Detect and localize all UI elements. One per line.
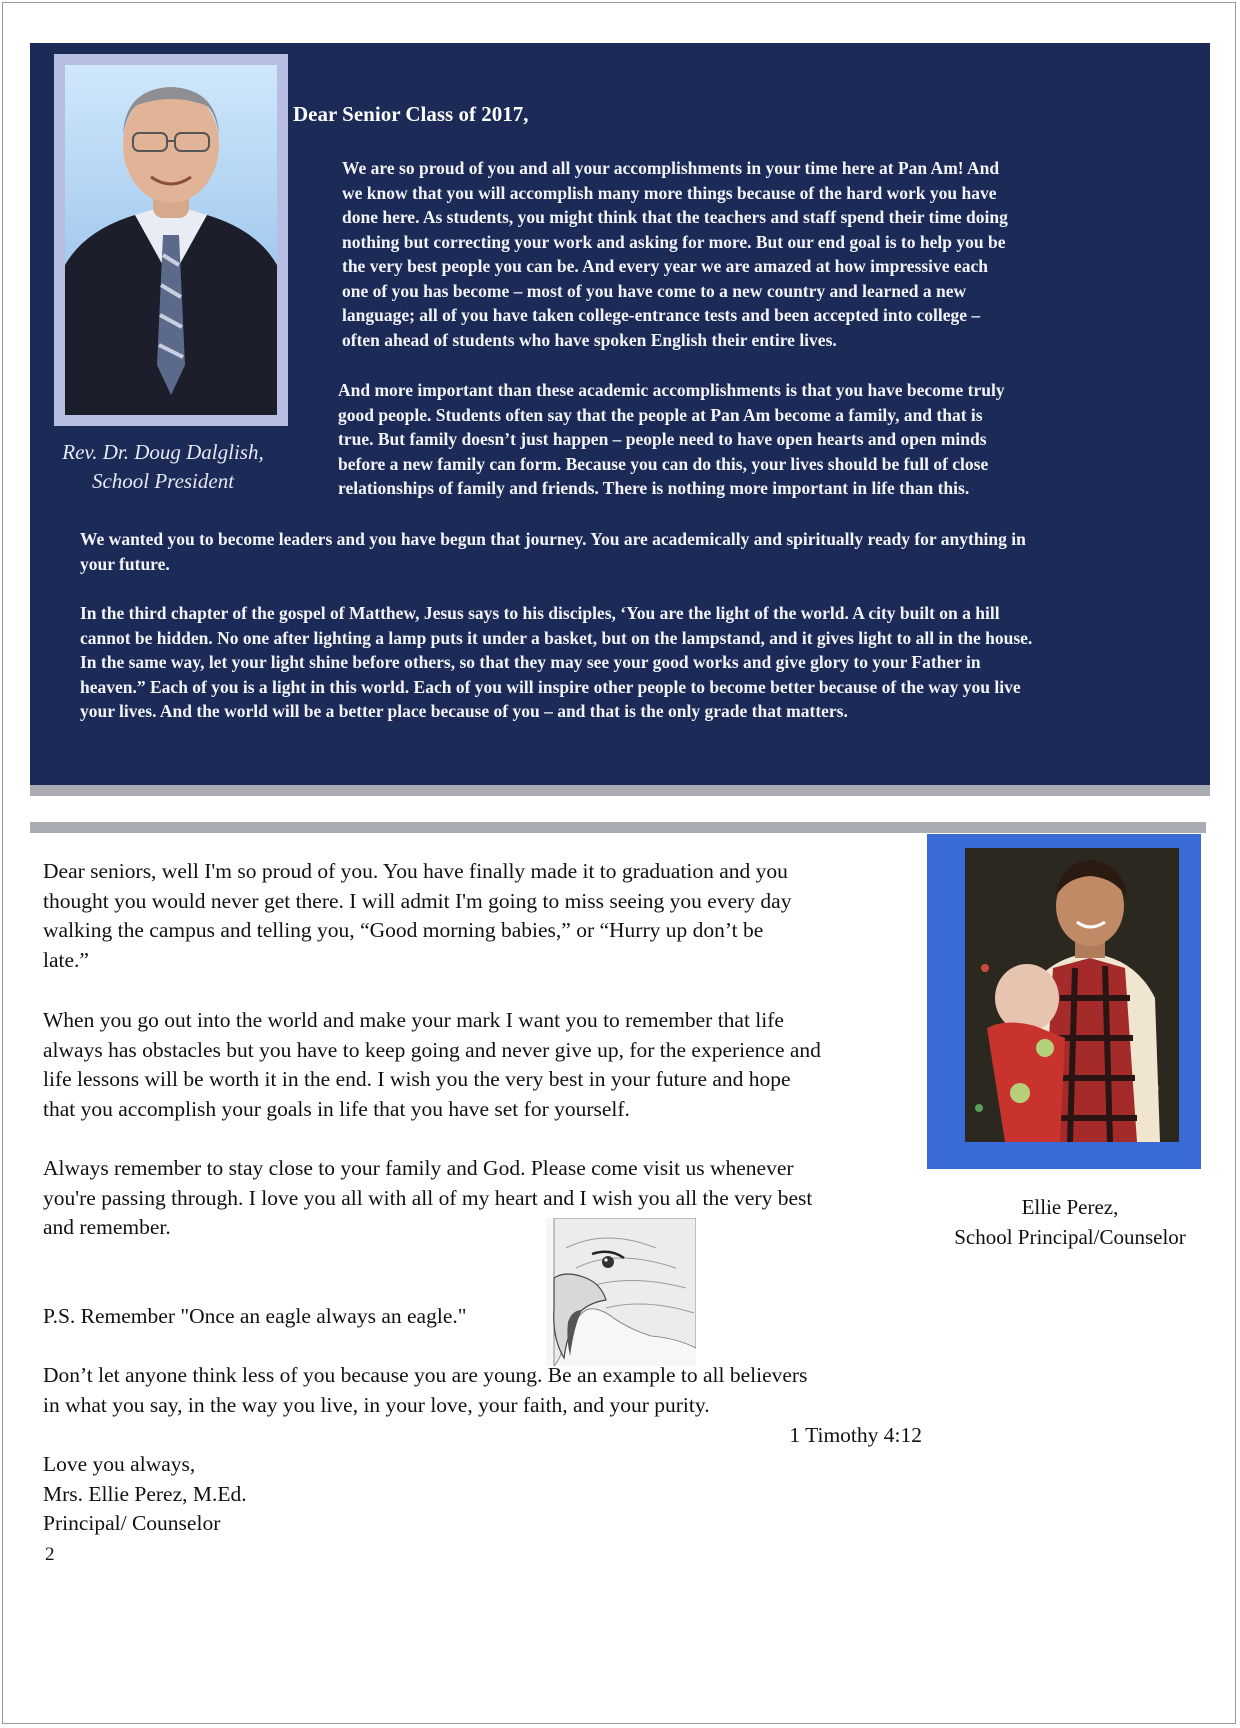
text-line: Always remember to stay close to your family and God. Please come visit us whenever	[43, 1156, 794, 1180]
text-line: In the third chapter of the gospel of Matthew, Jesus says to his disciples, ‘You are the light of the world. A city built on a hill	[80, 603, 1000, 623]
president-photo-frame	[54, 54, 288, 426]
text-line: your lives. And the world will be a better place because of you – and that is the only grade that matters.	[80, 701, 848, 721]
page-number: 2	[45, 1544, 55, 1565]
text-line: And more important than these academic accomplishments is that you have become truly	[338, 380, 1005, 400]
president-photo	[65, 65, 277, 415]
eagle-sketch-image	[546, 1218, 696, 1366]
panel-bottom-rule	[30, 785, 1210, 796]
president-paragraph-2	[338, 378, 1005, 501]
text-line: that you accomplish your goals in life that you have set for yourself.	[43, 1096, 630, 1121]
text-line: life lessons will be worth it in the end. I wish you the very best in your future and hope	[43, 1067, 791, 1091]
text-line: the very best people you can be. And every year we are amazed at how impressive each	[342, 256, 988, 276]
president-portrait-illustration	[65, 65, 277, 415]
text-line: often ahead of students who have spoken English their entire lives.	[342, 329, 837, 350]
president-paragraph-4	[80, 601, 1032, 724]
text-line: Don’t let anyone think less of you because you are young. Be an example to all believers	[43, 1363, 808, 1387]
principal-photo	[965, 848, 1179, 1142]
president-caption-name: Rev. Dr. Doug Dalglish,	[62, 440, 264, 464]
text-line: walking the campus and telling you, “Good morning babies,” or “Hurry up don’t be	[43, 918, 764, 942]
president-caption-title: School President	[91, 469, 235, 493]
principal-caption	[920, 1192, 1220, 1252]
text-line: and remember.	[43, 1215, 171, 1239]
text-line: you're passing through. I love you all with all of my heart and I wish you all the very best	[43, 1185, 813, 1210]
president-paragraph-3	[80, 527, 1026, 576]
text-line: language; all of you have taken college-entrance tests and been accepted into college –	[342, 305, 981, 325]
text-line: always has obstacles but you have to keep going and never give up, for the experience and	[43, 1037, 821, 1062]
principal-paragraph-1	[43, 857, 791, 975]
president-greeting: Dear Senior Class of 2017,	[293, 102, 529, 126]
principal-portrait-illustration	[965, 848, 1179, 1142]
president-paragraph-1	[342, 156, 1008, 352]
text-line: We wanted you to become leaders and you have begun that journey. You are academically and spiritually ready for anything in	[80, 529, 1026, 549]
principal-postscript: P.S. Remember "Once an eagle always an eagle."	[43, 1304, 467, 1328]
text-line: cannot be hidden. No one after lighting a lamp puts it under a basket, but on the lampstand, and it gives light to all in the house.	[80, 627, 1033, 648]
text-line: Love you always,	[43, 1452, 196, 1476]
eagle-icon	[546, 1218, 696, 1366]
text-line: your future.	[80, 553, 170, 574]
principal-caption-title: School Principal/Counselor	[954, 1225, 1186, 1249]
text-line: before a new family can form. Because you can do this, your lives should be full of close	[338, 453, 989, 474]
principal-paragraph-2	[43, 1006, 821, 1124]
text-line: heaven.” Each of you is a light in this world. Each of you will inspire other people to become better because of the way you live	[80, 676, 1021, 697]
principal-photo-frame	[927, 834, 1201, 1169]
principal-caption-name: Ellie Perez,	[1021, 1195, 1119, 1219]
text-line: Dear seniors, well I'm so proud of you. You have finally made it to graduation and you	[43, 859, 788, 883]
text-line: late.”	[43, 947, 89, 972]
text-line: thought you would never get there. I will admit I'm going to miss seeing you every day	[43, 888, 792, 913]
text-line: In the same way, let your light shine before others, so that they may see your good works and give glory to your Father in	[80, 652, 981, 672]
text-line: in what you say, in the way you live, in your love, your faith, and your purity.	[43, 1392, 710, 1417]
president-caption	[36, 438, 290, 496]
text-line: true. But family doesn’t just happen – people need to have open hearts and open minds	[338, 429, 987, 449]
text-line: good people. Students often say that the people at Pan Am become a family, and that is	[338, 404, 983, 425]
text-line: Principal/ Counselor	[43, 1511, 221, 1535]
text-line: Mrs. Ellie Perez, M.Ed.	[43, 1481, 247, 1506]
text-line: done here. As students, you might think that the teachers and staff spend their time doing	[342, 207, 1008, 227]
verse-reference: 1 Timothy 4:12	[789, 1423, 922, 1447]
text-line: we know that you will accomplish many more things because of the hard work you have	[342, 182, 997, 203]
text-line: When you go out into the world and make your mark I want you to remember that life	[43, 1008, 784, 1032]
text-line: We are so proud of you and all your accomplishments in your time here at Pan Am! And	[342, 158, 1000, 178]
principal-verse	[43, 1361, 807, 1420]
principal-paragraph-3	[43, 1154, 812, 1243]
text-line: nothing but correcting your work and asking for more. But our end goal is to help you be	[342, 231, 1006, 252]
principal-signoff	[43, 1450, 247, 1539]
text-line: one of you has become – most of you have come to a new country and learned a new	[342, 280, 967, 301]
text-line: relationships of family and friends. There is nothing more important in life than this.	[338, 478, 970, 498]
section-divider-rule	[30, 822, 1206, 833]
